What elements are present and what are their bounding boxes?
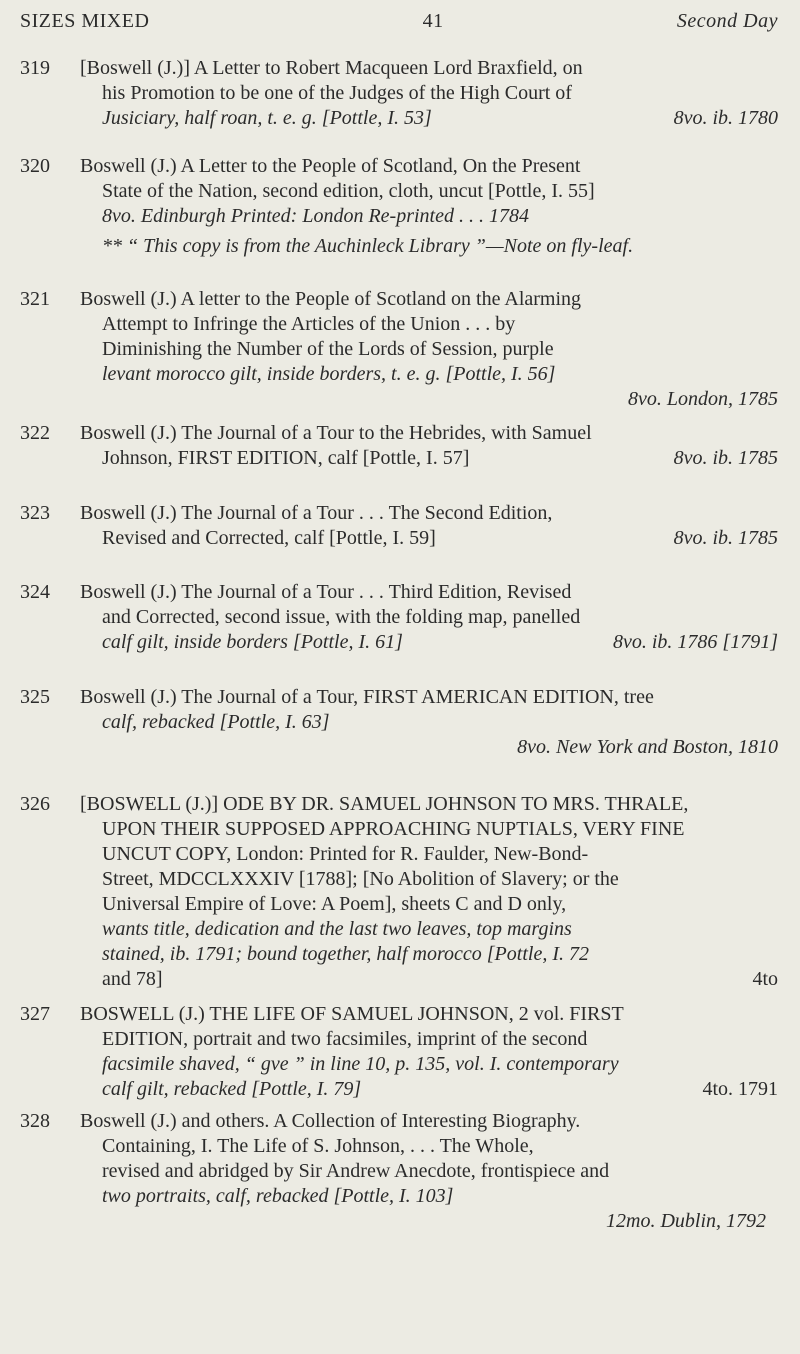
- entry-line: and Corrected, second issue, with the folding map, panelled: [102, 606, 581, 628]
- entry-line: Boswell (J.) The Journal of a Tour to the Hebrides, with Samuel: [80, 422, 592, 444]
- entry-line: UNCUT COPY, London: Printed for R. Faulder, New-Bond-: [102, 843, 589, 865]
- lot-description: [80, 287, 778, 412]
- entry-line: [Boswell (J.)] A Letter to Robert Macqueen Lord Braxfield, on: [80, 57, 583, 79]
- entry-line: Boswell (J.) A letter to the People of Scotland on the Alarming: [80, 288, 582, 310]
- entry-line: Street, MDCCLXXXIV [1788]; [No Abolition of Slavery; or the: [102, 868, 619, 890]
- lot-number: 324: [20, 581, 50, 603]
- entry-line: 12mo. Dublin, 1792: [606, 1210, 766, 1232]
- entry-line: UPON THEIR SUPPOSED APPROACHING NUPTIALS, VERY FINE: [102, 818, 685, 840]
- entry-line: Boswell (J.) and others. A Collection of Interesting Biography.: [80, 1110, 581, 1132]
- lot-number: 328: [20, 1110, 50, 1132]
- entry-line: Boswell (J.) The Journal of a Tour, FIRST AMERICAN EDITION, tree: [80, 686, 654, 708]
- entry-line: State of the Nation, second edition, cloth, uncut [Pottle, I. 55]: [102, 180, 595, 202]
- lot-description: [80, 56, 778, 131]
- lot-number: 319: [20, 57, 50, 79]
- lot-number: 326: [20, 793, 50, 815]
- entry-line: Johnson, FIRST EDITION, calf [Pottle, I. 57] 8vo. ib. 1785: [102, 447, 778, 469]
- page-number: 41: [422, 10, 444, 32]
- lot-number: 321: [20, 288, 50, 310]
- entry-line: Diminishing the Number of the Lords of Session, purple: [102, 338, 554, 360]
- lot-description: [80, 792, 778, 992]
- entry-line: revised and abridged by Sir Andrew Anecdote, frontispiece and: [102, 1160, 610, 1182]
- entry-line: calf gilt, inside borders [Pottle, I. 61] 8vo. ib. 1786 [1791]: [102, 631, 778, 653]
- entry-line: Boswell (J.) The Journal of a Tour . . . Third Edition, Revised: [80, 581, 572, 603]
- running-head: [20, 10, 778, 33]
- entry-line: 8vo. Edinburgh Printed: London Re-printed . . . 1784: [102, 205, 529, 227]
- entry-line: Containing, I. The Life of S. Johnson, . . . The Whole,: [102, 1135, 534, 1157]
- running-head-left: SIZES MIXED: [20, 10, 150, 32]
- running-head-right: Second Day: [676, 10, 778, 32]
- entry-line: Boswell (J.) The Journal of a Tour . . . The Second Edition,: [80, 502, 553, 524]
- entry-line: two portraits, calf, rebacked [Pottle, I. 103]: [102, 1185, 454, 1207]
- lot-number: 322: [20, 422, 50, 444]
- lot-number: 327: [20, 1003, 50, 1025]
- entry-line: 8vo. London, 1785: [628, 388, 778, 410]
- entry-line: wants title, dedication and the last two leaves, top margins: [102, 918, 572, 940]
- lot-description: [80, 421, 778, 471]
- entry-line: his Promotion to be one of the Judges of the High Court of: [102, 82, 572, 104]
- lot-description: [80, 580, 778, 655]
- entry-line: Universal Empire of Love: A Poem], sheets C and D only,: [102, 893, 567, 915]
- entry-line: and 78] 4to: [102, 968, 778, 990]
- entry-line: calf gilt, rebacked [Pottle, I. 79] 4to. 1791: [102, 1078, 778, 1100]
- entry-line: EDITION, portrait and two facsimiles, imprint of the second: [102, 1028, 588, 1050]
- lot-number: 320: [20, 155, 50, 177]
- lot-number: 325: [20, 686, 50, 708]
- entry-line: calf, rebacked [Pottle, I. 63]: [102, 711, 330, 733]
- lot-number: 323: [20, 502, 50, 524]
- entry-line: stained, ib. 1791; bound together, half morocco [Pottle, I. 72: [102, 943, 589, 965]
- entry-line: Jusiciary, half roan, t. e. g. [Pottle, I. 53] 8vo. ib. 1780: [102, 107, 778, 129]
- entry-line: levant morocco gilt, inside borders, t. e. g. [Pottle, I. 56]: [102, 363, 556, 385]
- entry-line: 8vo. New York and Boston, 1810: [517, 736, 778, 758]
- entry-line: BOSWELL (J.) THE LIFE OF SAMUEL JOHNSON, 2 vol. FIRST: [80, 1003, 624, 1025]
- entry-line: Boswell (J.) A Letter to the People of Scotland, On the Present: [80, 155, 581, 177]
- lot-description: [80, 154, 778, 259]
- entry-line: facsimile shaved, “ gve ” in line 10, p. 135, vol. I. contemporary: [102, 1053, 619, 1075]
- entry-line: Revised and Corrected, calf [Pottle, I. 59] 8vo. ib. 1785: [102, 527, 778, 549]
- lot-description: [80, 501, 778, 551]
- lot-description: [80, 685, 778, 760]
- entry-line: [BOSWELL (J.)] ODE BY DR. SAMUEL JOHNSON TO MRS. THRALE,: [80, 793, 689, 815]
- lot-description: [80, 1002, 778, 1102]
- entry-line: Attempt to Infringe the Articles of the Union . . . by: [102, 313, 516, 335]
- lot-description: [80, 1109, 778, 1234]
- fly-leaf-note: ** “ This copy is from the Auchinleck Library ”—Note on fly-leaf.: [102, 235, 634, 257]
